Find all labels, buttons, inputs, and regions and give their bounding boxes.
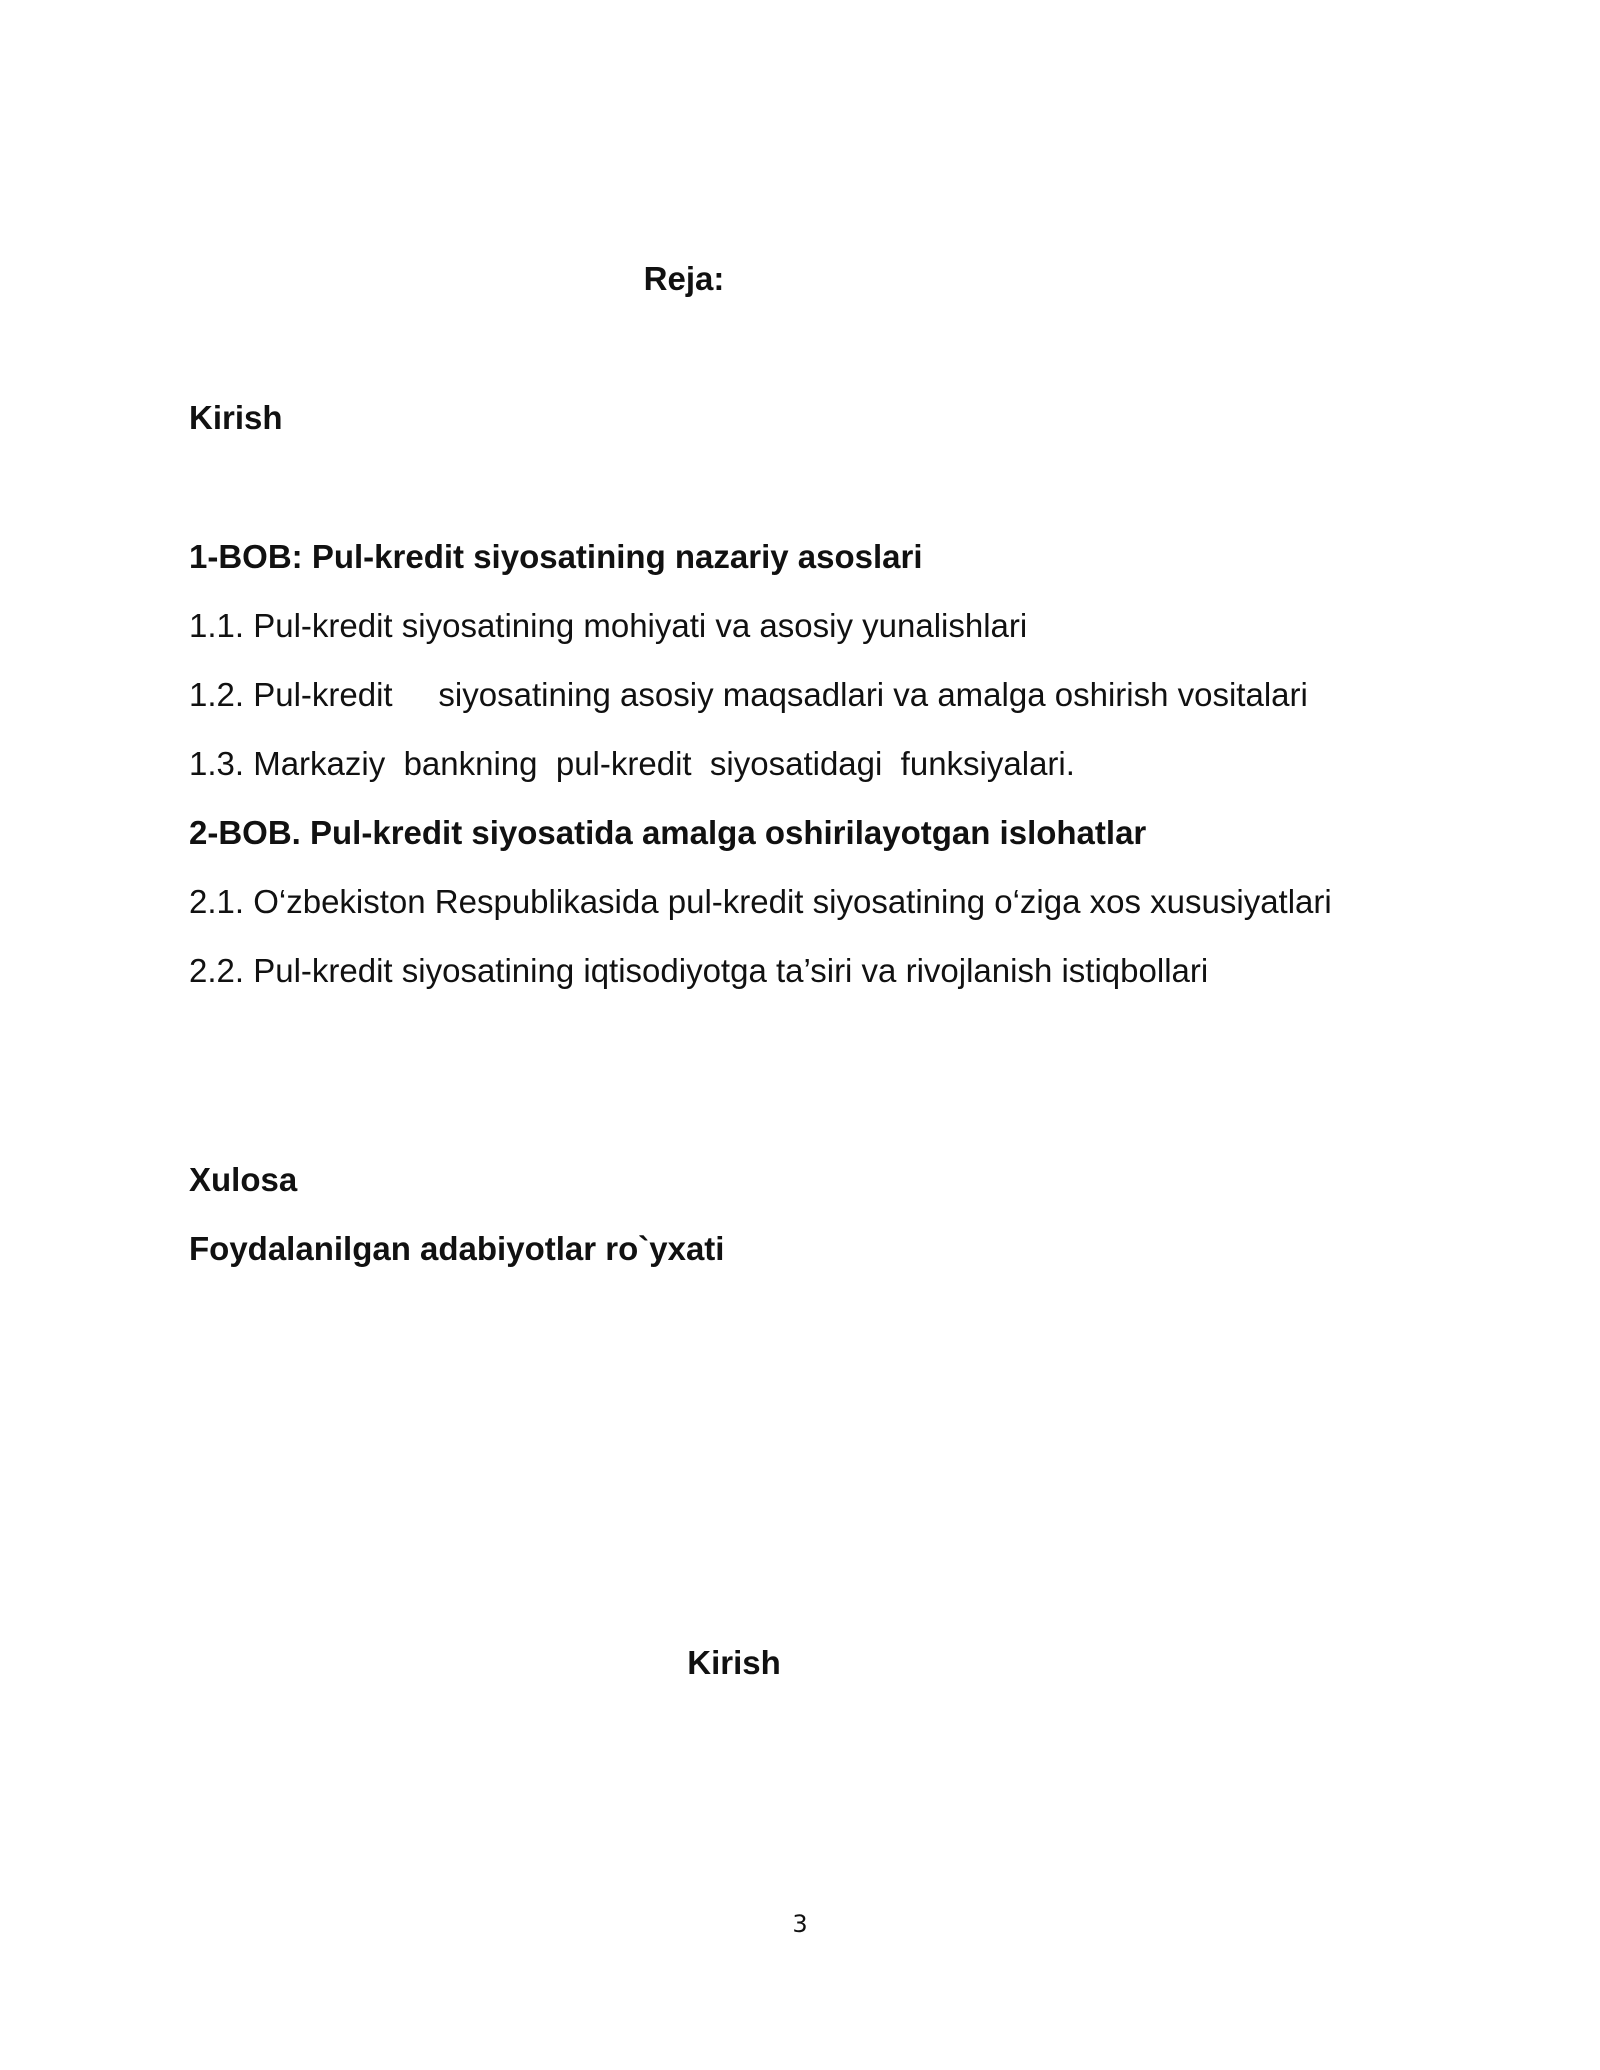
- toc-item-1-2: 1.2. Pul-kredit siyosatining asosiy maqsadlari va amalga oshirish vositalari: [189, 676, 1308, 713]
- toc-chapter2-title: 2-BOB. Pul-kredit siyosatida amalga oshirilayotgan islohatlar: [189, 814, 1147, 851]
- section-heading-intro: Kirish: [687, 1644, 781, 1681]
- toc-item-1-1: 1.1. Pul-kredit siyosatining mohiyati va asosiy yunalishlari: [189, 607, 1028, 644]
- toc-intro: Kirish: [189, 399, 283, 436]
- toc-references: Foydalanilgan adabiyotlar ro`yxati: [189, 1230, 725, 1267]
- toc-item-1-3: 1.3. Markaziy bankning pul-kredit siyosatidagi funksiyalari.: [189, 745, 1075, 782]
- toc-chapter1-title: 1-BOB: Pul-kredit siyosatining nazariy asoslari: [189, 538, 923, 575]
- page-number: 3: [792, 1910, 808, 1938]
- toc-item-2-2: 2.2. Pul-kredit siyosatining iqtisodiyotga ta’siri va rivojlanish istiqbollari: [189, 952, 1209, 989]
- toc-item-2-1: 2.1. O‘zbekiston Respublikasida pul-kredit siyosatining o‘ziga xos xususiyatlari: [189, 883, 1332, 920]
- toc-conclusion: Xulosa: [189, 1161, 298, 1198]
- plan-heading: Reja:: [643, 260, 725, 297]
